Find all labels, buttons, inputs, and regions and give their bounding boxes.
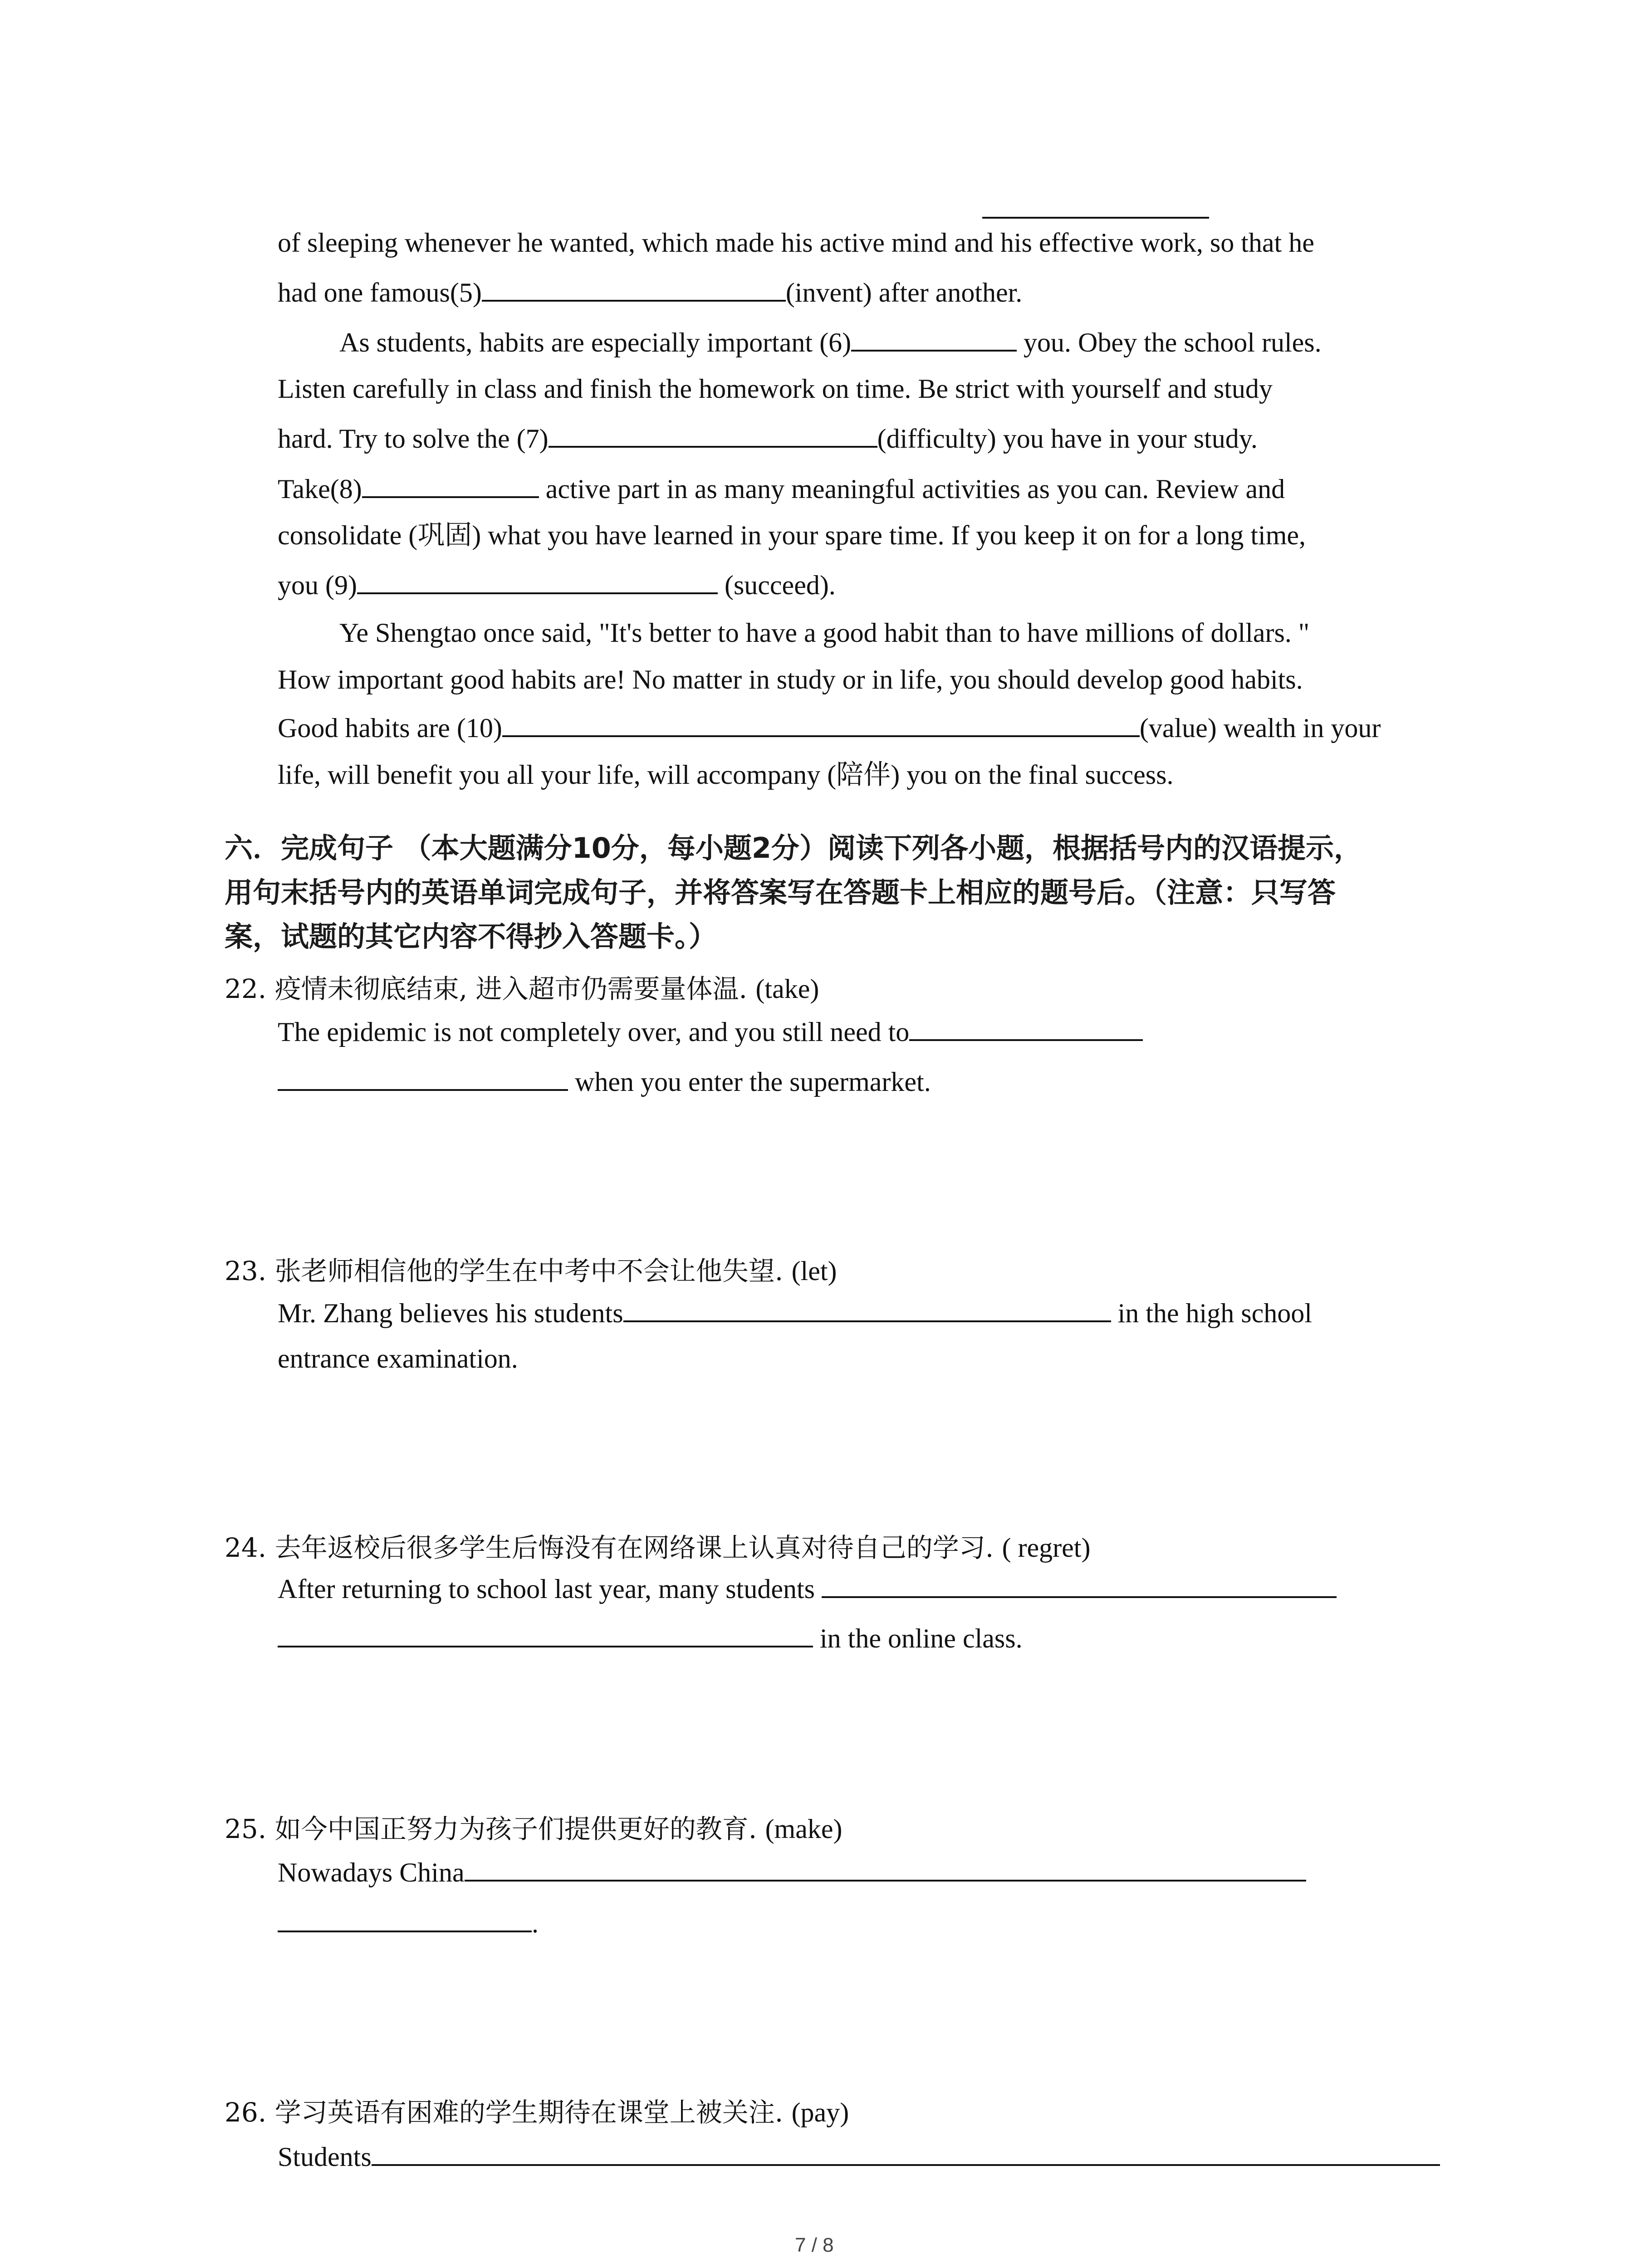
question-text: when you enter the supermarket. (568, 1067, 931, 1097)
answer-blank (278, 1068, 568, 1091)
question-chinese: 如今中国正努力为孩子们提供更好的教育. (274, 1813, 757, 1844)
passage-text: Take(8) (278, 474, 362, 504)
page-number: 7 / 8 (795, 2234, 834, 2256)
answer-blank-5 (482, 279, 786, 302)
question-line (278, 1575, 1337, 1603)
question-prompt (225, 1250, 837, 1288)
question-hint: (pay) (791, 2097, 849, 2127)
passage-line (278, 229, 1314, 256)
question-line (278, 1068, 931, 1095)
question-text: After returning to school last year, many students (278, 1574, 822, 1604)
section-heading-line: 用句末括号内的英语单词完成句子，并将答案写在答题卡上相应的题号后。（注意：只写答 (225, 876, 1336, 909)
passage-line (278, 522, 1306, 549)
question-text: . (532, 1908, 539, 1938)
passage-text: you (9) (278, 570, 357, 600)
question-text: Nowadays China (278, 1857, 465, 1887)
passage-text: consolidate (巩固) what you have learned in your spare time. If you keep it on for a long time, (278, 520, 1306, 550)
passage-text: Ye Shengtao once said, "It's better to have a good habit than to have millions of dollars. " (339, 618, 1310, 648)
passage-line (278, 572, 836, 599)
question-hint: (let) (791, 1256, 837, 1286)
question-number: 22. (225, 973, 267, 1004)
question-chinese: 张老师相信他的学生在中考中不会让他失望. (274, 1256, 784, 1286)
passage-text: of sleeping whenever he wanted, which made his active mind and his effective work, so that he (278, 228, 1314, 258)
passage-text: life, will benefit you all your life, will accompany (陪伴) you on the final success. (278, 760, 1174, 790)
passage-text: How important good habits are! No matter in study or in life, you should develop good habits. (278, 665, 1303, 694)
section-heading-line: 案，试题的其它内容不得抄入答题卡。） (225, 920, 717, 953)
question-number: 25. (225, 1813, 267, 1844)
question-line (278, 1345, 518, 1372)
answer-blank (465, 1859, 1306, 1882)
question-line (278, 1910, 539, 1937)
question-chinese: 疫情未彻底结束, 进入超市仍需要量体温. (274, 973, 747, 1004)
question-chinese: 学习英语有困难的学生期待在课堂上被关注. (274, 2097, 784, 2128)
passage-text: had one famous(5) (278, 278, 482, 308)
answer-blank-9 (357, 572, 718, 594)
question-text: Students (278, 2142, 372, 2172)
question-text: entrance examination. (278, 1344, 518, 1374)
question-chinese: 去年返校后很多学生后悔没有在网络课上认真对待自己的学习. (274, 1532, 994, 1563)
passage-text: you. Obey the school rules. (1017, 327, 1322, 357)
question-text: Mr. Zhang believes his students (278, 1298, 623, 1328)
answer-blank (822, 1575, 1337, 1598)
answer-blank-6 (851, 329, 1017, 352)
passage-text: (succeed). (717, 570, 836, 600)
question-prompt (225, 2091, 849, 2129)
question-hint: ( regret) (1002, 1533, 1091, 1563)
passage-text: Good habits are (10) (278, 713, 502, 743)
question-text: in the online class. (813, 1623, 1023, 1653)
answer-blank (623, 1300, 1111, 1322)
answer-blank (909, 1018, 1143, 1041)
question-text: The epidemic is not completely over, and you still need to (278, 1017, 910, 1047)
passage-text: (invent) after another. (785, 278, 1023, 308)
answer-blank (278, 1625, 813, 1647)
question-prompt (225, 1808, 842, 1846)
passage-line (278, 279, 1022, 306)
question-line (278, 1859, 1306, 1886)
passage-line (339, 619, 1309, 646)
question-prompt (225, 1526, 1090, 1564)
question-number: 24. (225, 1532, 267, 1563)
question-number: 26. (225, 2097, 267, 2128)
answer-blank (372, 2143, 1440, 2166)
passage-text: Listen carefully in class and finish the homework on time. Be strict with yourself and study (278, 374, 1273, 404)
passage-text: (value) wealth in your (1139, 713, 1381, 743)
passage-text: hard. Try to solve the (7) (278, 424, 549, 454)
answer-blank (278, 1910, 532, 1932)
passage-text: (difficulty) you have in your study. (877, 424, 1258, 454)
section-heading-line: 六．完成句子 （本大题满分10分，每小题2分）阅读下列各小题，根据括号内的汉语提示， (225, 831, 1362, 865)
question-line (278, 1625, 1023, 1652)
passage-text: active part in as many meaningful activities as you can. Review and (539, 474, 1285, 504)
passage-line (278, 761, 1173, 788)
question-line (278, 1300, 1312, 1327)
passage-line (278, 425, 1258, 452)
question-hint: (make) (765, 1814, 843, 1844)
passage-line (278, 714, 1381, 742)
question-hint: (take) (755, 974, 819, 1004)
question-line (278, 1018, 1143, 1046)
question-number: 23. (225, 1256, 267, 1286)
passage-line (278, 475, 1285, 503)
question-prompt (225, 968, 819, 1006)
passage-line (339, 329, 1322, 356)
passage-text: As students, habits are especially important (6) (339, 327, 852, 357)
answer-blank-10 (502, 714, 1140, 737)
passage-line (278, 666, 1303, 693)
passage-line (278, 375, 1273, 402)
question-text: in the high school (1111, 1298, 1312, 1328)
answer-blank-4 (982, 217, 1209, 219)
answer-blank-8 (362, 475, 539, 498)
question-line (278, 2143, 1440, 2170)
answer-blank-7 (549, 425, 877, 448)
